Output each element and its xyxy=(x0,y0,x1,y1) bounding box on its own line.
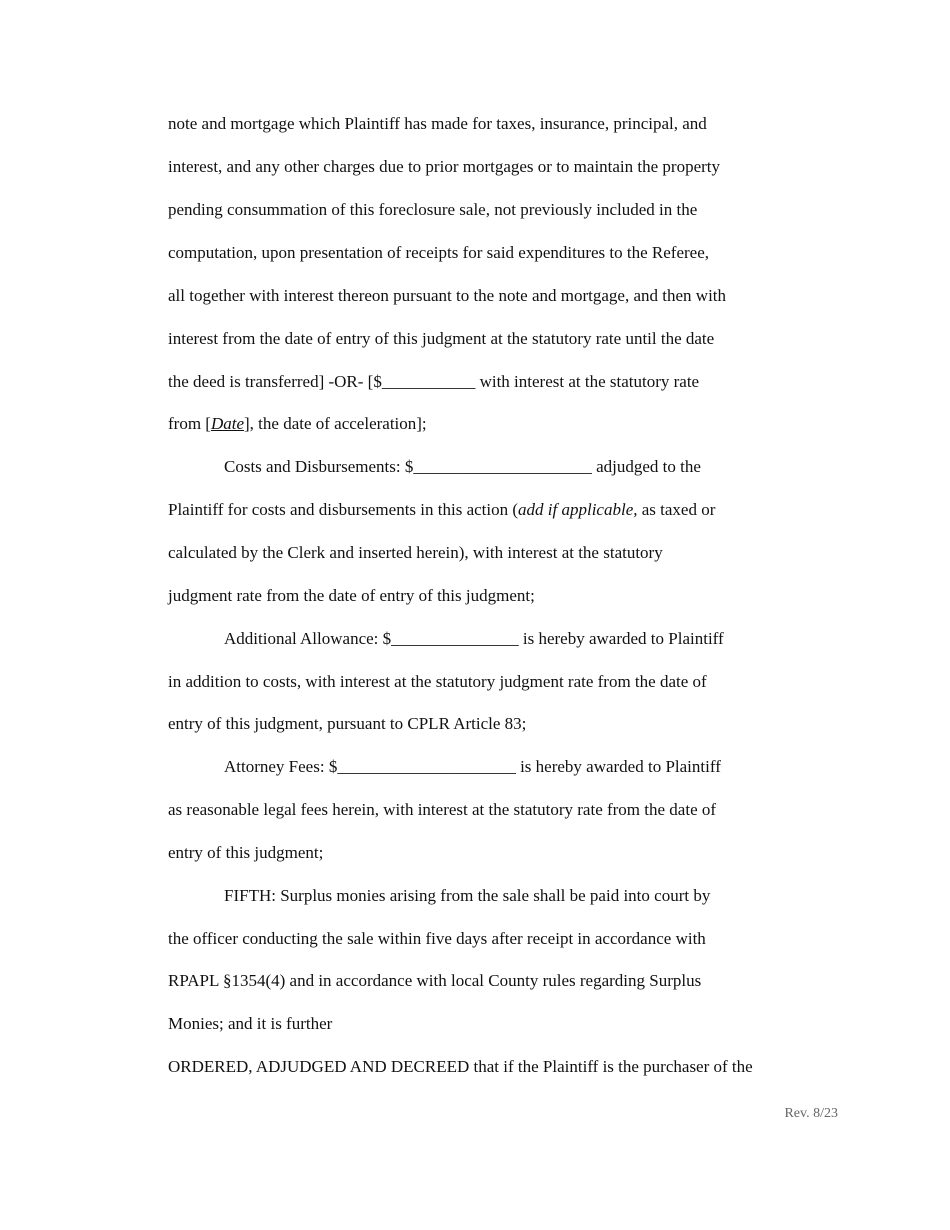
body-line: entry of this judgment; xyxy=(168,843,324,862)
fifth-paragraph-line: FIFTH: Surplus monies arising from the sale shall be paid into court by xyxy=(224,886,711,905)
ordered-line: ORDERED, ADJUDGED AND DECREED that if the Plaintiff is the purchaser of the xyxy=(168,1057,753,1076)
body-line: the deed is transferred] -OR- [$___________ with interest at the statutory rate xyxy=(168,372,700,391)
attorney-fees-line: Attorney Fees: $_____________________ is hereby awarded to Plaintiff xyxy=(224,757,721,776)
body-line: interest, and any other charges due to prior mortgages or to maintain the property xyxy=(168,157,721,176)
body-line: pending consummation of this foreclosure sale, not previously included in the xyxy=(168,200,698,219)
body-line: RPAPL §1354(4) and in accordance with local County rules regarding Surplus xyxy=(168,971,702,990)
body-line: note and mortgage which Plaintiff has made for taxes, insurance, principal, and xyxy=(168,114,707,133)
date-placeholder: Date xyxy=(210,414,245,433)
revision-footer: Rev. 8/23 xyxy=(784,1106,838,1121)
body-line: judgment rate from the date of entry of this judgment; xyxy=(168,586,535,605)
line-text: as taxed or xyxy=(637,500,716,519)
italic-note: add if applicable, xyxy=(518,500,638,519)
costs-line: Costs and Disbursements: $_____________________ adjudged to the xyxy=(224,457,701,476)
body-line: Monies; and it is further xyxy=(168,1014,333,1033)
body-line: all together with interest thereon pursuant to the note and mortgage, and then with xyxy=(168,286,727,305)
line-text: Plaintiff for costs and disbursements in this action ( xyxy=(168,500,519,519)
body-line: calculated by the Clerk and inserted herein), with interest at the statutory xyxy=(168,543,663,562)
line-text: ], the date of acceleration]; xyxy=(244,414,427,433)
body-line: the officer conducting the sale within five days after receipt in accordance with xyxy=(168,929,706,948)
body-line: computation, upon presentation of receipts for said expenditures to the Referee, xyxy=(168,243,709,262)
body-line xyxy=(168,413,427,435)
body-line: in addition to costs, with interest at the statutory judgment rate from the date of xyxy=(168,672,707,691)
body-line: as reasonable legal fees herein, with interest at the statutory rate from the date of xyxy=(168,800,717,819)
body-line: interest from the date of entry of this judgment at the statutory rate until the date xyxy=(168,329,715,348)
additional-allowance-line: Additional Allowance: $_______________ is hereby awarded to Plaintiff xyxy=(224,629,724,648)
line-text: from [ xyxy=(168,414,211,433)
body-line: entry of this judgment, pursuant to CPLR Article 83; xyxy=(168,714,527,733)
body-line xyxy=(168,499,715,521)
